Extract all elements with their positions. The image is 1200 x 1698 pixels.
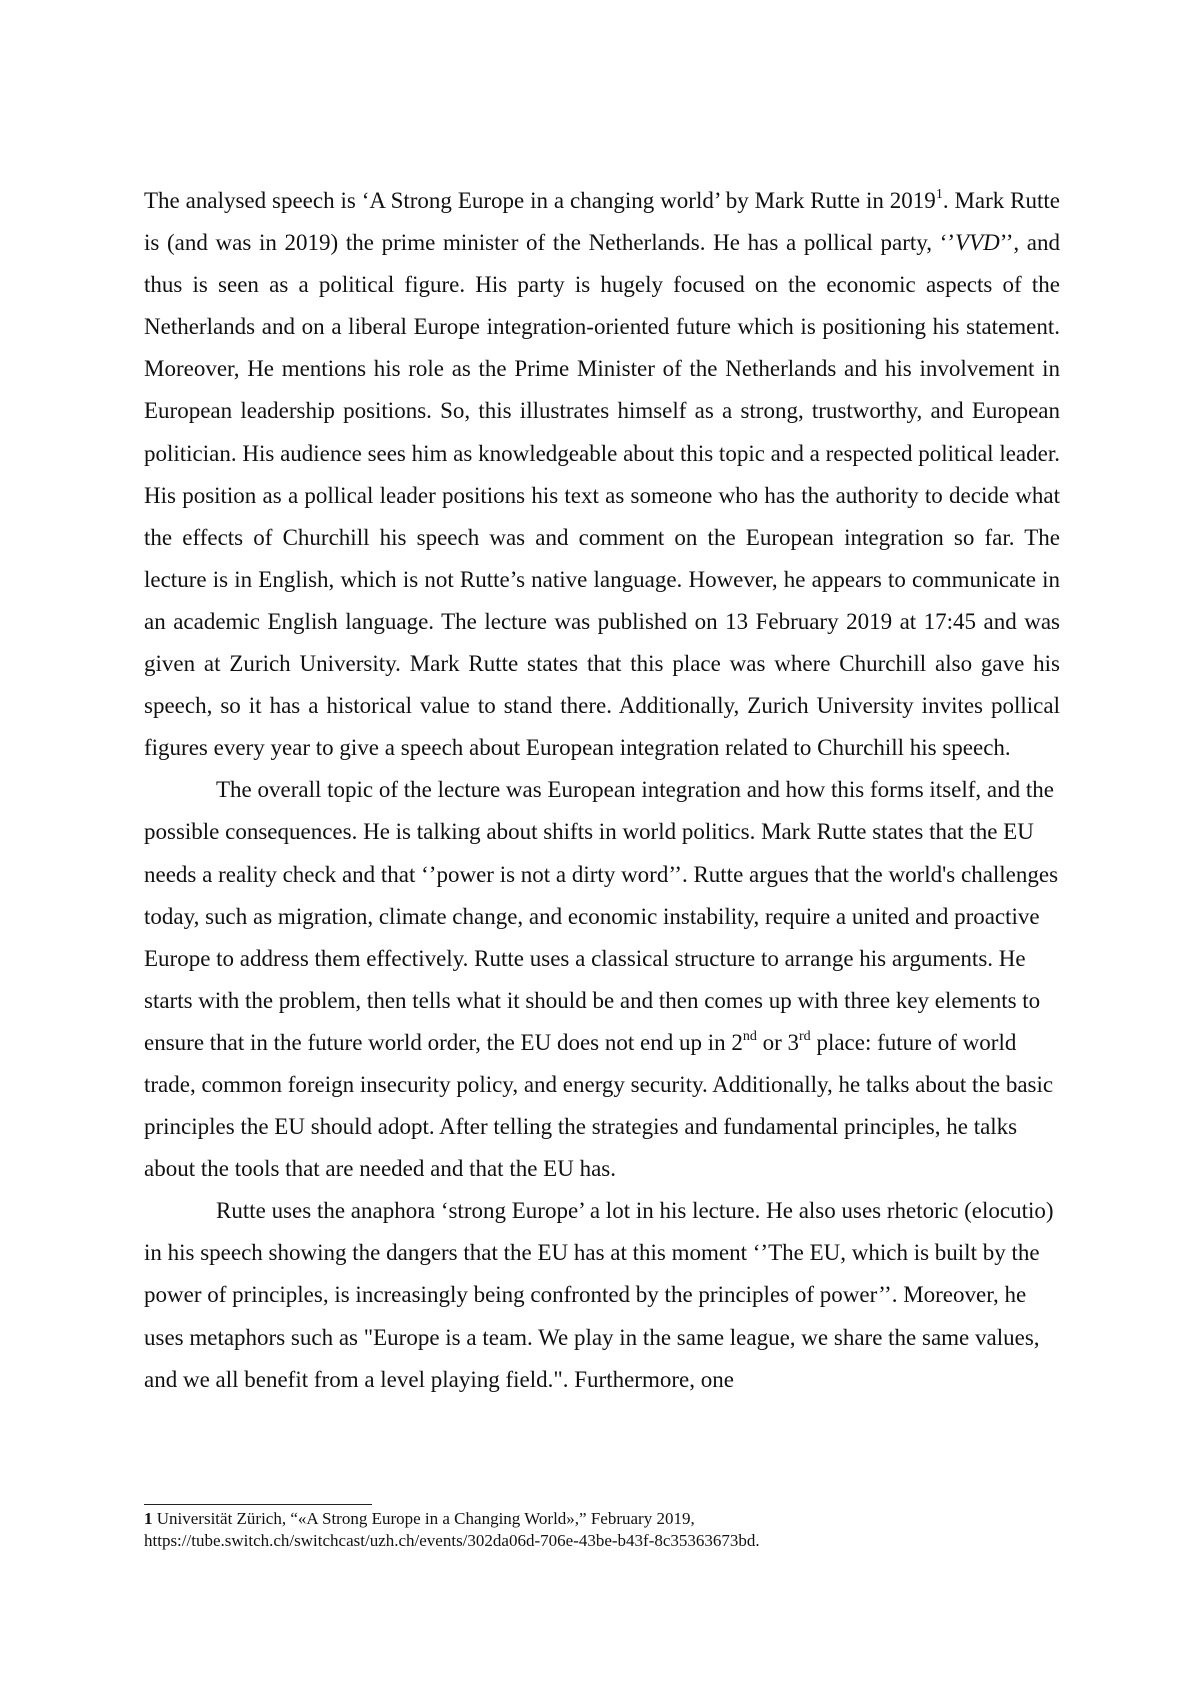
party-name: VVD [955,230,1000,256]
document-body [144,180,1060,1401]
paragraph-rhetoric [144,1190,1060,1400]
footnote-text: Universität Zürich, “«A Strong Europe in a Changing World»,” February 2019, [152,1509,695,1528]
ordinal-suffix: nd [742,1029,757,1045]
paragraph-speech-context [144,180,1060,769]
paragraph-text: . Mark Rutte is (and was in 2019) the prime minister of the Netherlands. He has a pollical party, ‘’ [144,188,1060,256]
paragraph-text: place: future of world trade, common foreign insecurity policy, and energy security. Additionally, he talks about the basic principles the EU should adopt. After telling the strategies and fundamental principles, he talks about the tools that are needed and that the EU has. [144,1029,1054,1182]
paragraph-text: The analysed speech is ‘A Strong Europe in a changing world’ by Mark Rutte in 2019 [144,188,936,213]
paragraph-text: The overall topic of the lecture was European integration and how this forms itself, and the possible consequences. He is talking about shifts in world politics. Mark Rutte states that the EU needs a reality check and that ‘’power is not a dirty word’’. Rutte argues that the world's challenges today, such as migration, climate change, and economic instability, require a united and proactive Europe to address them effectively. Rutte uses a classical structure to arrange his arguments. He starts with the problem, then tells what it should be and then comes up with three key elements to ensure that in the future world order, the EU does not end up in 2 [144,777,1059,1055]
paragraph-text: ’’, and thus is seen as a political figure. His party is hugely focused on the economic aspects of the Netherlands and on a liberal Europe integration-oriented future which is positioning his statement. Moreover, He mentions his role as the Prime Minister of the Netherlands and his involvement in European leadership positions. So, this illustrates himself as a strong, trustworthy, and European politician. His audience sees him as knowledgeable about this topic and a respected political leader. His position as a pollical leader positions his text as someone who has the authority to decide what the effects of Churchill his speech was and comment on the European integration so far. The lecture is in English, which is not Rutte’s native language. However, he appears to communicate in an academic English language. The lecture was published on 13 February 2019 at 17:45 and was given at Zurich University. Mark Rutte states that this place was where Churchill also gave his speech, so it has a historical value to stand there. Additionally, Zurich University invites pollical figures every year to give a speech about European integration related to Churchill his speech. [144,230,1060,761]
paragraph-text: or 3 [756,1029,800,1055]
footnote-end: . [755,1531,760,1550]
paragraph-text: Rutte uses the anaphora ‘strong Europe’ a lot in his lecture. He also uses rhetoric (elocutio) in his speech showing the dangers that the EU has at this moment ‘’The EU, which is built by the power of principles, is increasingly being confronted by the principles of power’’. Moreover, he uses metaphors such as "Europe is a team. We play in the same league, we share the same values, and we all benefit from a level playing field.". Furthermore, one [144,1198,1054,1392]
ordinal-suffix: rd [799,1029,811,1045]
paragraph-lecture-topic [144,769,1060,1190]
footnote-number: 1 [144,1509,153,1528]
footnote-link[interactable]: https://tube.switch.ch/switchcast/uzh.ch/events/302da06d-706e-43be-b43f-8c35363673bd [144,1531,756,1550]
footnote-separator [144,1504,372,1505]
footnote [144,1508,1060,1552]
footnote-reference[interactable]: 1 [935,187,943,203]
